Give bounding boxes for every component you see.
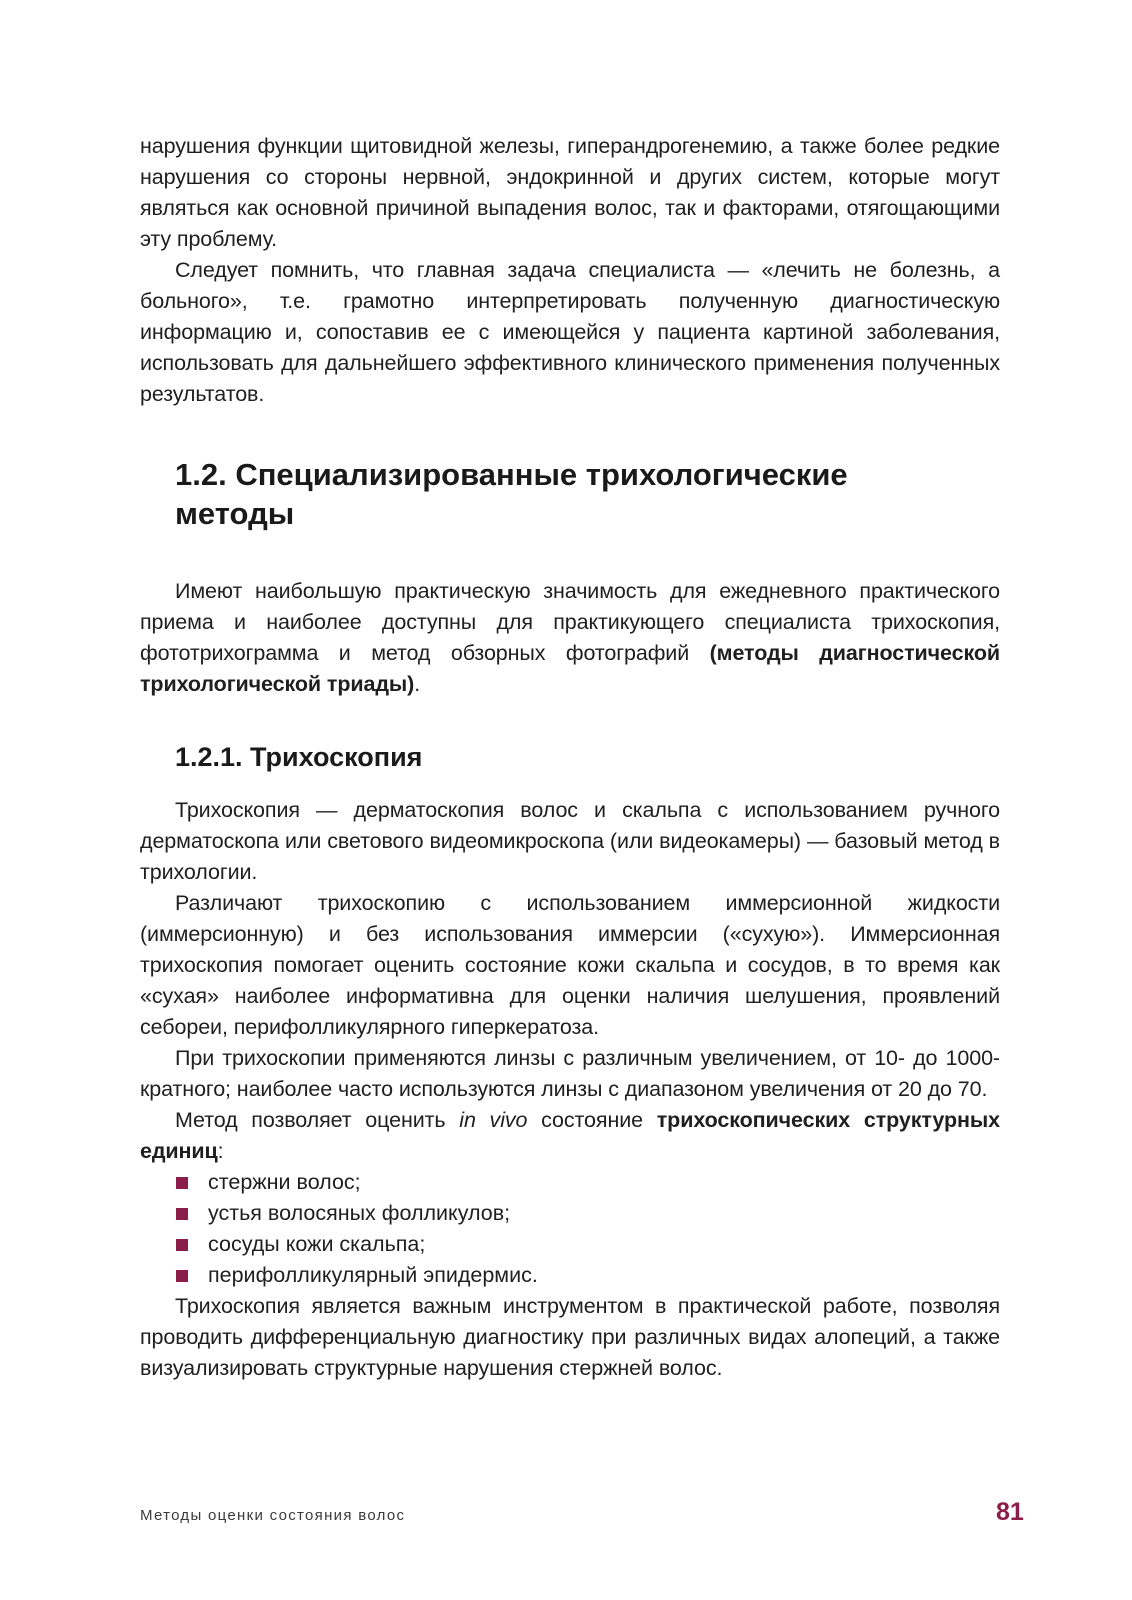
page-body <box>140 131 1000 1384</box>
bullet-square-icon <box>176 1239 188 1251</box>
paragraph-structures-italic: in vivo <box>459 1108 528 1132</box>
list-item: перифолликулярный эпидермис. <box>175 1260 1000 1291</box>
paragraph-structures-mid: состояние <box>527 1108 657 1132</box>
structures-list <box>140 1167 1000 1291</box>
paragraph-structures-start: Метод позволяет оценить <box>175 1108 460 1132</box>
running-footer-title: Методы оценки состояния волос <box>140 1507 406 1524</box>
bullet-square-icon <box>176 1270 188 1282</box>
section-heading <box>175 455 1000 533</box>
page-number: 81 <box>996 1498 1024 1526</box>
section-heading-line1: 1.2. Специализированные трихологические <box>175 457 848 492</box>
paragraph-triad-bold: (методы диагностической трихологической триады) <box>140 641 1000 696</box>
bullet-square-icon <box>176 1177 188 1189</box>
paragraph-structures-bold: трихоскопических структурных единиц <box>140 1108 1001 1163</box>
subsection-heading: 1.2.1. Трихоскопия <box>175 742 423 772</box>
paragraph-definition: Трихоскопия — дерматоскопия волос и скальпа с использованием ручного дерматоскопа или светового видеомикроскопа (или видеокамеры) — базовый метод в трихологии. <box>140 798 1000 884</box>
paragraph-immersion: Различают трихоскопию с использованием иммерсионной жидкости (иммерсионную) и без использования иммерсии («сухую»). Иммерсионная трихоскопия помогает оценить состояние кожи скальпа и сосудов, в то время как «сухая» наиболее информативна для оценки наличия шелушения, проявлений себореи, перифолликулярного гиперкератоза. <box>140 891 1000 1039</box>
paragraph-triad-end: . <box>414 672 421 696</box>
paragraph-structures-end: : <box>217 1139 224 1163</box>
paragraph-triad-text: Имеют наибольшую практическую значимость для ежедневного практического приема и наиболее доступны для практикующего специалиста трихоскопия, фототрихограмма и метод обзорных фотографий <box>140 579 1000 665</box>
paragraph-lenses: При трихоскопии применяются линзы с различным увеличением, от 10- до 1000-кратного; наиболее часто используются линзы с диапазоном увеличения от 20 до 70. <box>140 1046 1000 1101</box>
paragraph-continuation: нарушения функции щитовидной железы, гиперандрогенемию, а также более редкие нарушения со стороны нервной, эндокринной и других систем, которые могут являться как основной причиной выпадения волос, так и факторами, отягощающими эту проблему. <box>140 134 1000 251</box>
paragraph-triad <box>140 576 1000 700</box>
paragraph-structures <box>140 1105 1000 1167</box>
bullet-square-icon <box>176 1208 188 1220</box>
section-heading-line2: методы <box>175 496 295 531</box>
list-item: устья волосяных фолликулов; <box>175 1198 1000 1229</box>
list-item: сосуды кожи скальпа; <box>175 1229 1000 1260</box>
list-item: стержни волос; <box>175 1167 1000 1198</box>
paragraph-specialist-task: Следует помнить, что главная задача специалиста — «лечить не болезнь, а больного», т.е. грамотно интерпретировать полученную диагностическую информацию и, сопоставив ее с имеющейся у пациента картиной заболевания, использовать для дальнейшего эффективного клинического применения полученных результатов. <box>140 258 1000 406</box>
paragraph-importance: Трихоскопия является важным инструментом в практической работе, позволяя проводить дифференциальную диагностику при различных видах алопеций, а также визуализировать структурные нарушения стержней волос. <box>140 1294 1000 1380</box>
